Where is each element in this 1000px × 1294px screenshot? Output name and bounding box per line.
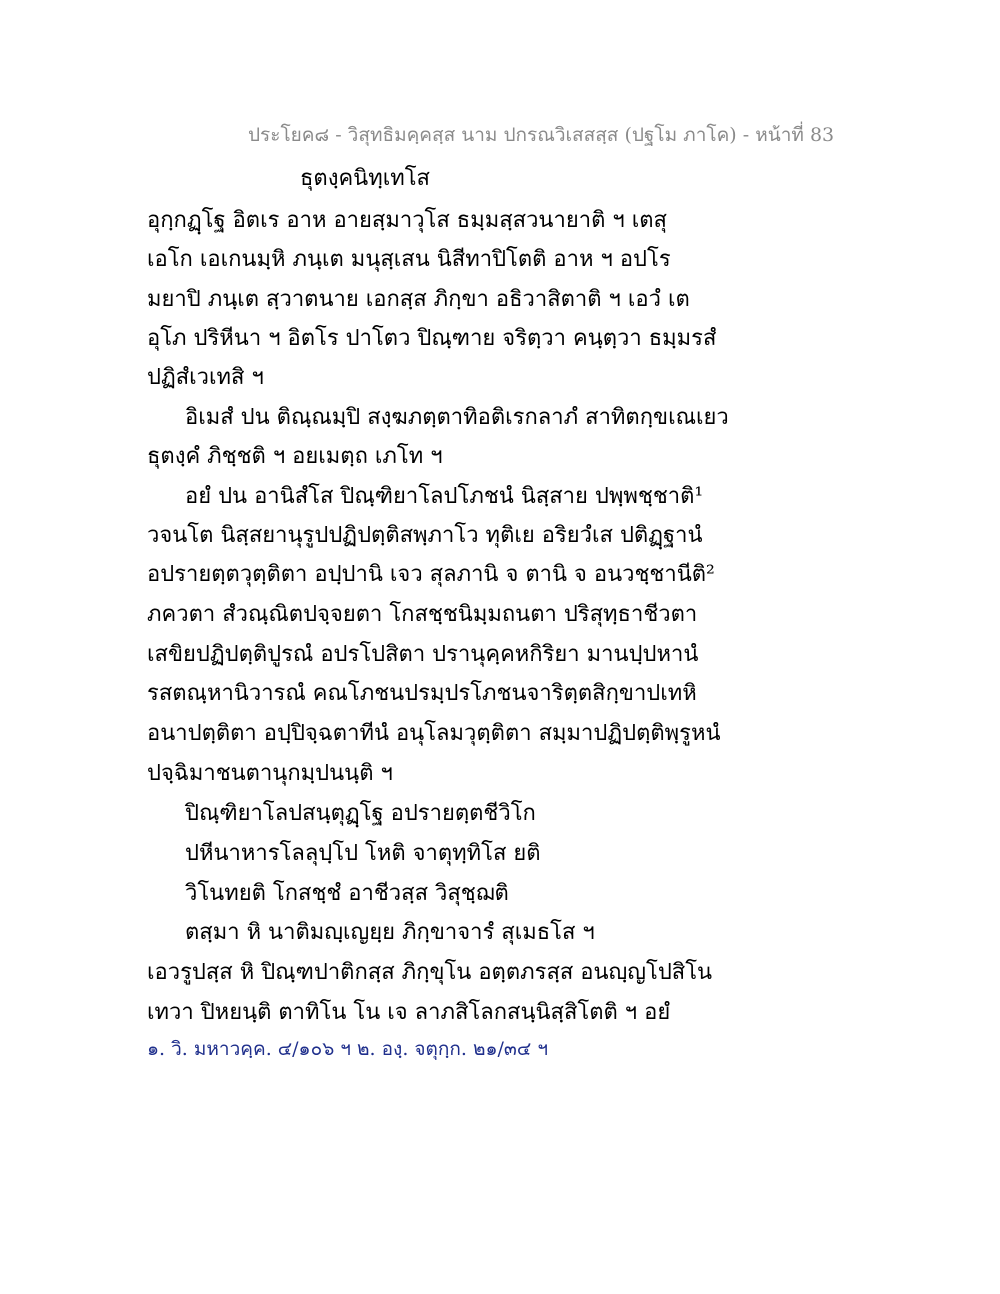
verse-line: ตสฺมา หิ นาติมญฺเญยฺย ภิกฺขาจารํ สุเมธโส ฯ bbox=[185, 920, 595, 945]
text-line: เอวรูปสฺส หิ ปิณฺฑปาติกสฺส ภิกฺขุโน อตฺตภรสฺส อนญฺญโปสิโน bbox=[147, 960, 713, 985]
text-line: อุโภ ปริหีนา ฯ อิตโร ปาโตว ปิณฺฑาย จริตฺวา คนฺตฺวา ธมฺมรสํ bbox=[147, 326, 717, 351]
text-line: เอโก เอเกนมฺหิ ภนฺเต มนุสฺเสน นิสีทาปิโตติ อาห ฯ อปโร bbox=[147, 247, 671, 272]
text-line: วจนโต นิสฺสยานุรูปปฏิปตฺติสพฺภาโว ทุติเย อริยวํเส ปติฏฺฐานํ bbox=[147, 523, 703, 548]
text-line: เทวา ปิหยนฺติ ตาทิโน โน เจ ลาภสิโลกสนฺนิสฺสิโตติ ฯ อยํ bbox=[147, 1000, 671, 1025]
text-line: มยาปิ ภนฺเต สฺวาตนาย เอกสฺส ภิกฺขา อธิวาสิตาติ ฯ เอวํ เต bbox=[147, 287, 690, 312]
text-line: ปจฺฉิมาชนตานุกมฺปนนฺติ ฯ bbox=[147, 761, 393, 786]
text-line: ปฏิสํเวเทสิ ฯ bbox=[147, 365, 264, 390]
footnote: ๑. วิ. มหาวคฺค. ๔/๑๐๖ ฯ ๒. องฺ. จตุกฺก. ๒๑/๓๔ ฯ bbox=[147, 1038, 549, 1060]
text-line: อยํ ปน อานิสํโส ปิณฺฑิยาโลปโภชนํ นิสฺสาย ปพฺพชฺชาติ¹ bbox=[185, 484, 704, 509]
verse-line: ปหีนาหารโลลุปฺโป โหติ จาตุทฺทิโส ยติ bbox=[185, 841, 541, 866]
text-line: เสขิยปฏิปตฺติปูรณํ อปรโปสิตา ปรานุคฺคหกิริยา มานปฺปหานํ bbox=[147, 642, 699, 667]
text-line: อปรายตฺตวุตฺติตา อปฺปานิ เจว สุลภานิ จ ตานิ จ อนวชฺชานีติ² bbox=[147, 562, 715, 587]
verse-line: วิโนทยติ โกสชฺชํ อาชีวสฺส วิสุชฺฌติ bbox=[185, 881, 509, 906]
text-line: อิเมสํ ปน ติณฺณมฺปิ สงฺฆภตฺตาทิอติเรกลาภํ สาทิตกฺขเณเยว bbox=[185, 405, 729, 430]
page-header: ประโยค๘ - วิสุทธิมคฺคสฺส นาม ปกรณวิเสสสฺส (ปฐโม ภาโค) - หน้าที่ 83 bbox=[248, 124, 835, 146]
text-line: รสตณฺหานิวารณํ คณโภชนปรมฺปรโภชนจาริตฺตสิกฺขาปเทหิ bbox=[147, 681, 697, 706]
text-line: ธุตงฺคํ ภิชฺชติ ฯ อยเมตฺถ เภโท ฯ bbox=[147, 444, 443, 469]
text-line: อนาปตฺติตา อปฺปิจฺฉตาทีนํ อนุโลมวุตฺติตา สมฺมาปฏิปตฺติพฺรูหนํ bbox=[147, 721, 721, 746]
text-line: ภควตา สํวณฺณิตปจฺจยตา โกสชฺชนิมฺมถนตา ปริสุทฺธาชีวตา bbox=[147, 602, 698, 627]
section-title: ธุตงฺคนิทฺเทโส bbox=[300, 166, 430, 191]
text-line: อุกฺกฏฺโฐ อิตเร อาห อายสฺมาวุโส ธมฺมสฺสวนายาติ ฯ เตสุ bbox=[147, 208, 667, 233]
verse-line: ปิณฺฑิยาโลปสนฺตุฏฺโฐ อปรายตฺตชีวิโก bbox=[185, 801, 536, 826]
